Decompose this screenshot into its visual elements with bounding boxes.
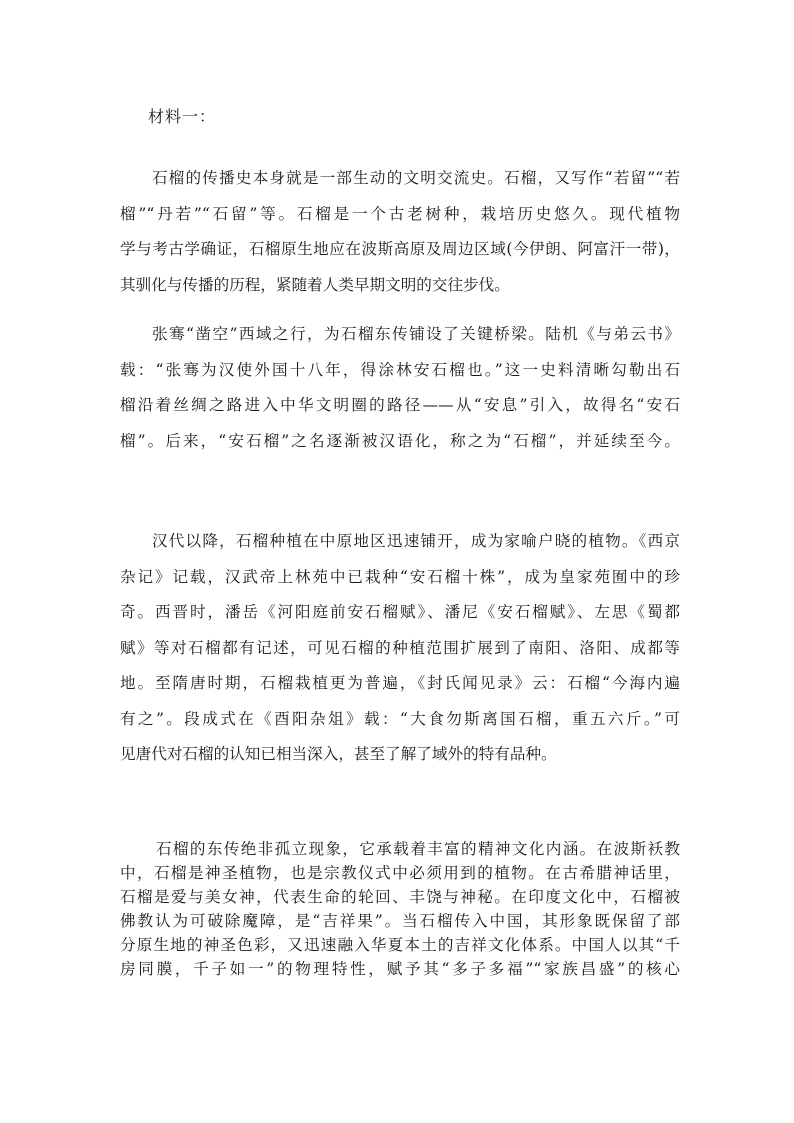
paragraph-line: 房同膜，千子如一”的物理特性，赋予其“多子多福”“家族昌盛”的核心 (120, 960, 680, 978)
paragraph-1 (120, 161, 680, 303)
paragraph-line: 其驯化与传播的历程，紧随着人类早期文明的交往步伐。 (120, 275, 510, 294)
paragraph-line: 分原生地的神圣色彩，又迅速融入华夏本土的吉祥文化体系。中国人以其“千 (120, 936, 680, 954)
paragraph-line: 学与考古学确证，石榴原生地应在波斯高原及周边区域(今伊朗、阿富汗一带)， (120, 240, 680, 258)
paragraph-line: 石榴的东传绝非孤立现象，它承载着丰富的精神文化内涵。在波斯袄教 (156, 840, 680, 858)
paragraph-2 (120, 317, 680, 459)
paragraph-line: 地。至隋唐时期，石榴栽植更为普遍，《封氏闻见录》云：石榴“今海内遍 (120, 674, 680, 692)
paragraph-line: 杂记》记载，汉武帝上林苑中已栽种“安石榴十株”，成为皇家苑囿中的珍 (120, 567, 680, 586)
paragraph-line: 佛教认为可破除魔障，是“吉祥果”。当石榴传入中国，其形象既保留了部 (120, 912, 680, 930)
paragraph-4 (120, 837, 680, 981)
paragraph-line: 有之”。段成式在《酉阳杂俎》载：“大食勿斯离国石榴，重五六斤。”可 (120, 709, 680, 728)
paragraph-line: 榴”。后来，“安石榴”之名逐渐被汉语化，称之为“石榴”，并延续至今。 (120, 431, 680, 450)
paragraph-line: 汉代以降，石榴种植在中原地区迅速铺开，成为家喻户晓的植物。《西京 (152, 532, 680, 550)
paragraph-line: 石榴是爱与美女神，代表生命的轮回、丰饶与神秘。在印度文化中，石榴被 (120, 888, 680, 906)
paragraph-3 (120, 524, 680, 773)
paragraph-line: 见唐代对石榴的认知已相当深入，甚至了解了域外的特有品种。 (120, 745, 557, 763)
paragraph-line: 榴沿着丝绸之路进入中华文明圈的路径——从“安息”引入，故得名“安石 (120, 396, 680, 414)
paragraph-line: 榴”“丹若”“石留”等。石榴是一个古老树种，栽培历史悠久。现代植物 (120, 204, 680, 223)
paragraph-line: 赋》等对石榴都有记述，可见石榴的种植范围扩展到了南阳、洛阳、成都等 (120, 638, 680, 657)
paragraph-line: 中，石榴是神圣植物，也是宗教仪式中必须用到的植物。在古希腊神话里， (120, 864, 680, 882)
paragraph-line: 奇。西晋时，潘岳《河阳庭前安石榴赋》、潘尼《安石榴赋》、左思《蜀都 (120, 603, 680, 621)
paragraph-line: 载：“张骞为汉使外国十八年，得涂林安石榴也。”这一史料清晰勾勒出石 (120, 360, 680, 379)
paragraph-line: 石榴的传播史本身就是一部生动的文明交流史。石榴，又写作“若留”“若 (152, 169, 680, 187)
paragraph-line: 张骞“凿空”西域之行，为石榴东传铺设了关键桥梁。陆机《与弟云书》 (152, 325, 680, 343)
material-heading: 材料一： (148, 107, 217, 126)
